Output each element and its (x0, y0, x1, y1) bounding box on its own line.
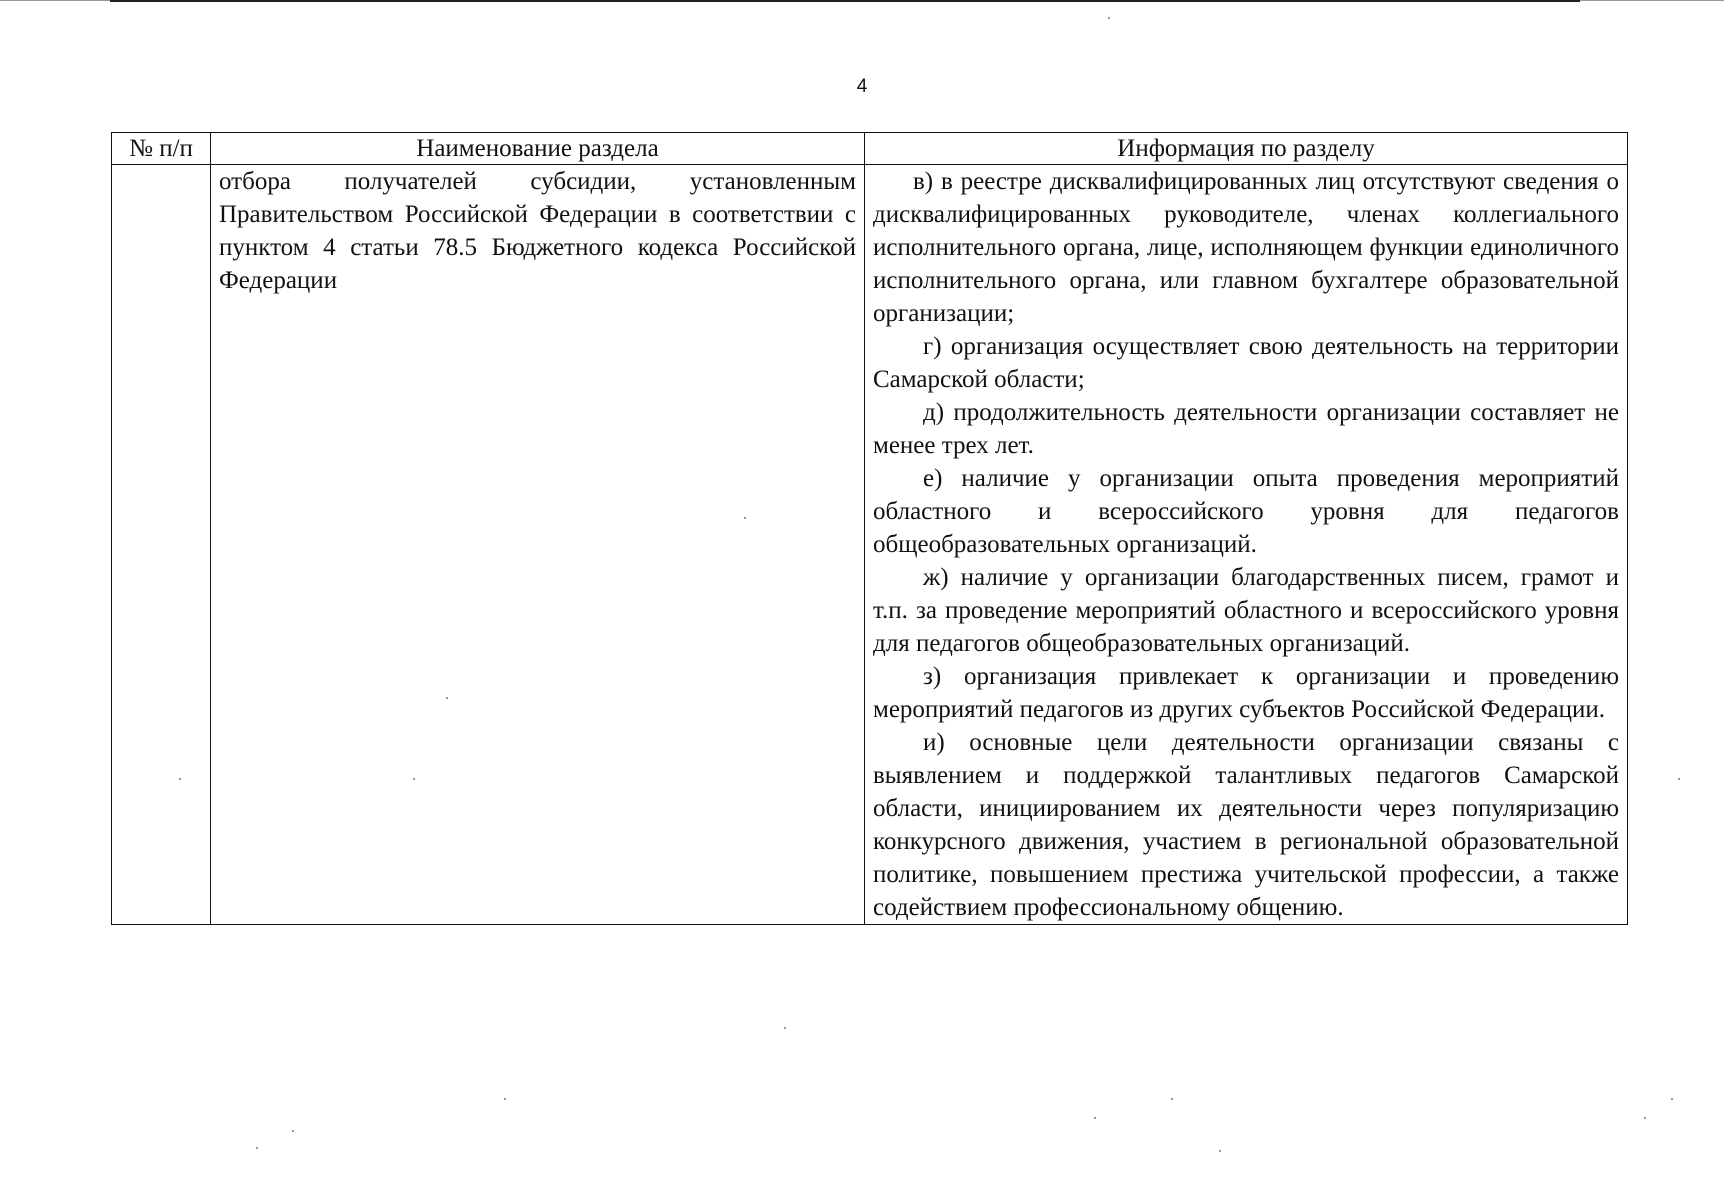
page-number: 4 (856, 76, 868, 97)
scan-speck (1108, 17, 1110, 19)
info-paragraph-z: з) организация привлекает к организации и проведению мероприятий педагогов из других субъектов Российской Федерации. (873, 663, 1619, 723)
scan-speck (504, 1098, 506, 1100)
info-paragraph-d: д) продолжительность деятельности организации составляет не менее трех лет. (873, 399, 1619, 459)
scan-speck (744, 517, 746, 519)
scan-speck (413, 778, 415, 780)
top-rule (110, 0, 1580, 2)
info-paragraph-v: в) в реестре дисквалифицированных лиц отсутствуют сведения о дисквалифицированных руководителе, членах коллегиального исполнительного органа, лице, исполняющем функции единоличного исполнительного органа, или главном бухгалтере образовательной организации; (873, 168, 1619, 327)
section-info-cell (865, 165, 1628, 925)
info-paragraph-g: г) организация осуществляет свою деятельность на территории Самарской области; (873, 333, 1619, 393)
scan-speck (784, 1027, 786, 1029)
scan-speck (256, 1147, 258, 1149)
header-number: № п/п (112, 133, 211, 165)
section-name-cell: отбора получателей субсидии, установленным Правительством Российской Федерации в соответствии с пунктом 4 статьи 78.5 Бюджетного кодекса Российской Федерации (211, 165, 865, 925)
header-section-info: Информация по разделу (865, 133, 1628, 165)
row-number-cell (112, 165, 211, 925)
scan-speck (1094, 1117, 1096, 1119)
info-paragraph-i: и) основные цели деятельности организации связаны с выявлением и поддержкой талантливых педагогов Самарской области, инициированием их деятельности через популяризацию конкурсного движения, участием в региональной образовательной политике, повышением престижа учительской профессии, а также содействием профессиональному общению. (873, 729, 1619, 921)
info-paragraph-zh: ж) наличие у организации благодарственных писем, грамот и т.п. за проведение мероприятий областного и всероссийского уровня для педагогов общеобразовательных организаций. (873, 564, 1619, 657)
scan-speck (179, 778, 181, 780)
scan-speck (1671, 1098, 1673, 1100)
scan-speck (1171, 1098, 1173, 1100)
header-section-name: Наименование раздела (211, 133, 865, 165)
section-table (111, 132, 1628, 925)
table-row (112, 165, 1628, 925)
info-paragraph-e: е) наличие у организации опыта проведения мероприятий областного и всероссийского уровня для педагогов общеобразовательных организаций. (873, 465, 1619, 558)
scan-speck (292, 1130, 294, 1132)
scan-speck (1678, 778, 1680, 780)
scan-speck (1644, 1117, 1646, 1119)
scan-speck (446, 697, 448, 699)
scan-speck (1219, 1150, 1221, 1152)
table-header-row (112, 133, 1628, 165)
